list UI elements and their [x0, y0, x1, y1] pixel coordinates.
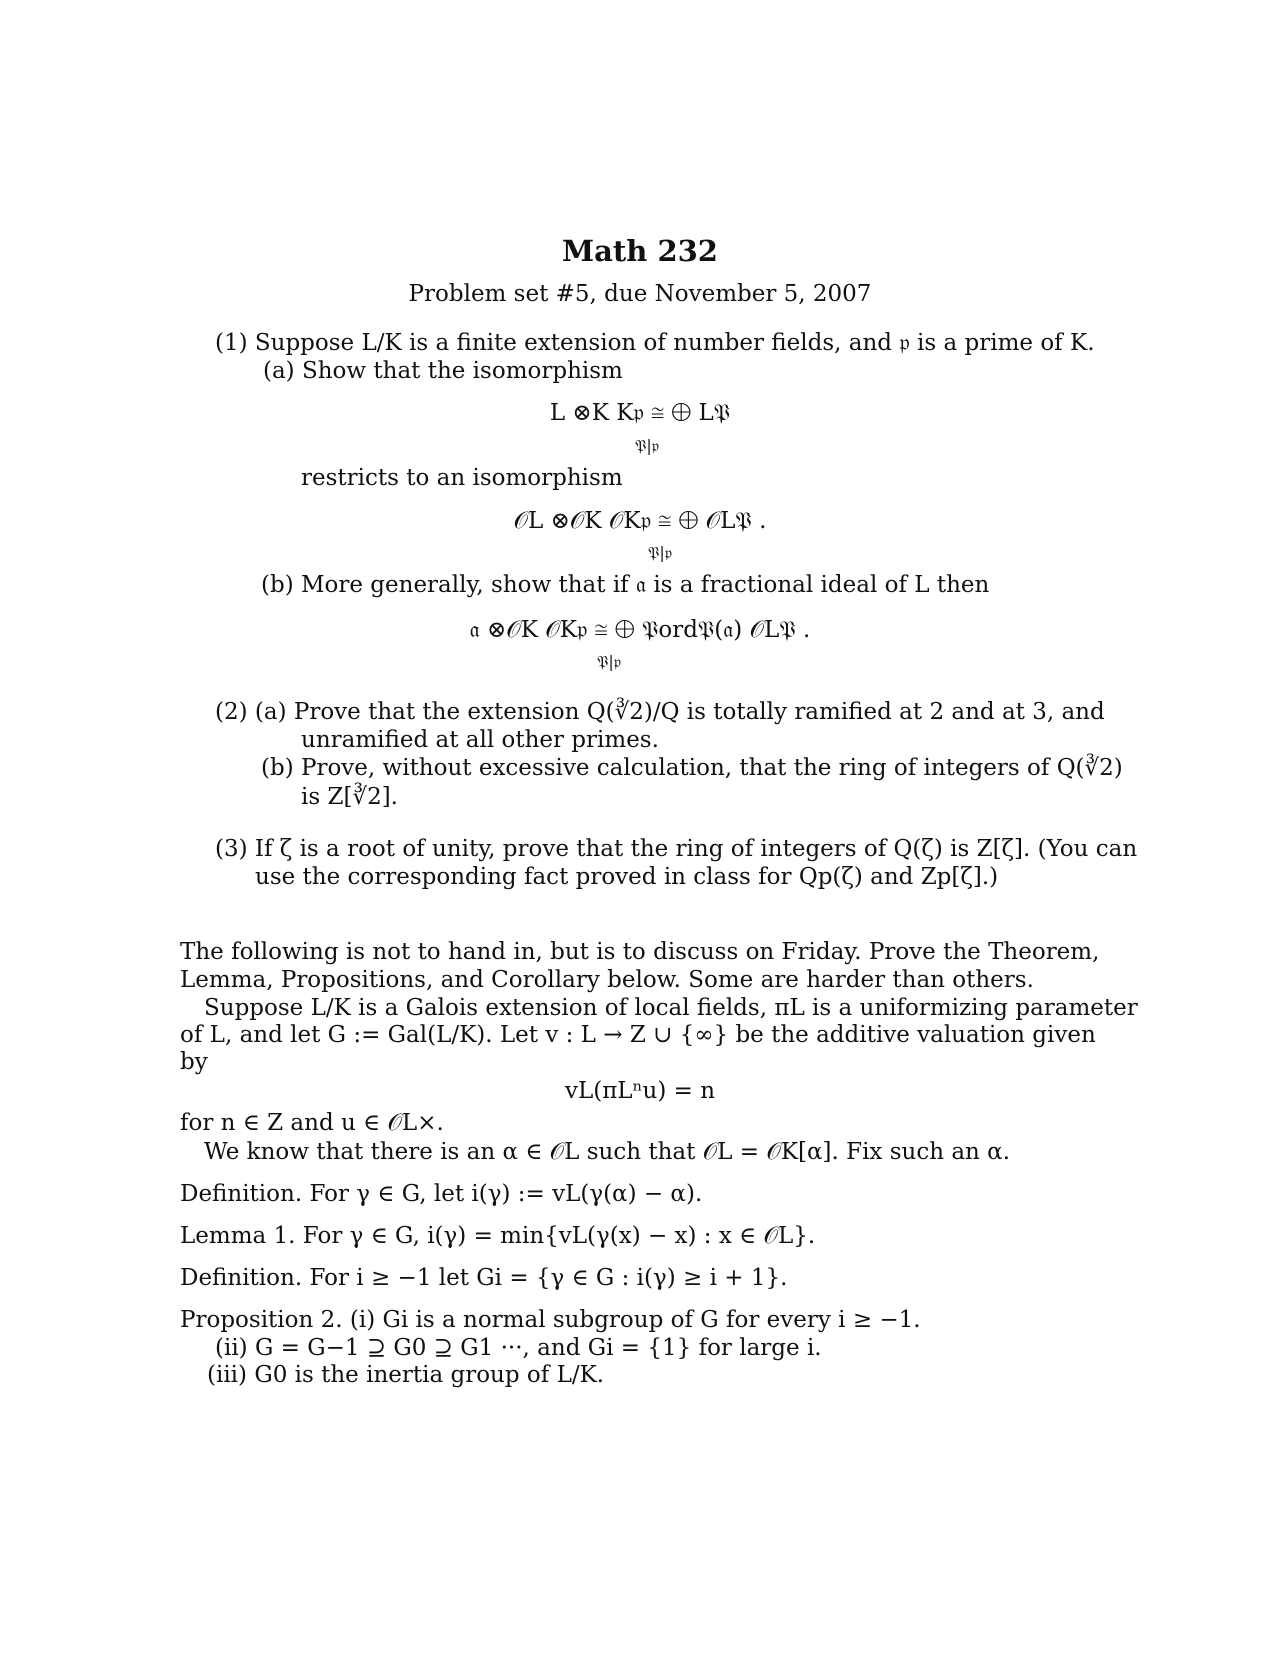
problem-3-line-2: use the corresponding fact proved in class for Qp(ζ) and Zp[ζ].) — [255, 864, 999, 890]
restricts-text: restricts to an isomorphism — [301, 465, 623, 491]
proposition-2-part-i: Proposition 2. (i) Gi is a normal subgroup of G for every i ≥ −1. — [180, 1307, 921, 1333]
definition-1: Definition. For γ ∈ G, let i(γ) := vL(γ(α) − α). — [180, 1181, 703, 1207]
proposition-2-part-ii: (ii) G = G−1 ⊇ G0 ⊇ G1 ···, and Gi = {1} for large i. — [215, 1335, 822, 1361]
problem-2b-line-1: (b) Prove, without excessive calculation, that the ring of integers of Q(∛2) — [261, 755, 1123, 781]
problem-1-intro: (1) Suppose L/K is a finite extension of number fields, and 𝔭 is a prime of K. — [215, 330, 1095, 356]
proposition-2-part-iii: (iii) G0 is the inertia group of L/K. — [207, 1362, 605, 1388]
problem-1a-intro: (a) Show that the isomorphism — [263, 358, 623, 384]
discussion-para-4: We know that there is an α ∈ 𝒪L such that 𝒪L = 𝒪K[α]. Fix such an α. — [204, 1139, 1011, 1165]
lemma-1: Lemma 1. For γ ∈ G, i(γ) = min{vL(γ(x) − x) : x ∈ 𝒪L}. — [180, 1223, 816, 1249]
equation-2-subscript: 𝔓|𝔭 — [648, 543, 673, 562]
equation-3: 𝔞 ⊗𝒪K 𝒪K𝔭 ≅ ⨁ 𝔓ord𝔓(𝔞) 𝒪L𝔓 . — [469, 617, 811, 643]
page-subtitle: Problem set #5, due November 5, 2007 — [408, 281, 872, 307]
valuation-equation: vL(πLⁿu) = n — [564, 1078, 716, 1104]
page-title: Math 232 — [561, 234, 718, 268]
discussion-para-3: for n ∈ Z and u ∈ 𝒪L×. — [180, 1110, 444, 1136]
problem-2b-line-2: is Z[∛2]. — [301, 784, 398, 810]
discussion-para-1-line-1: The following is not to hand in, but is to discuss on Friday. Prove the Theorem, — [180, 939, 1100, 965]
equation-3-subscript: 𝔓|𝔭 — [597, 652, 622, 671]
problem-2a-line-2: unramified at all other primes. — [301, 727, 659, 753]
discussion-para-2-line-3: by — [180, 1049, 208, 1075]
equation-1: L ⊗K K𝔭 ≅ ⨁ L𝔓 — [549, 400, 731, 426]
discussion-para-2-line-2: of L, and let G := Gal(L/K). Let v : L → Z ∪ {∞} be the additive valuation given — [180, 1022, 1096, 1048]
definition-2: Definition. For i ≥ −1 let Gi = {γ ∈ G : i(γ) ≥ i + 1}. — [180, 1265, 788, 1291]
equation-2: 𝒪L ⊗𝒪K 𝒪K𝔭 ≅ ⨁ 𝒪L𝔓 . — [513, 508, 767, 534]
discussion-para-2-line-1: Suppose L/K is a Galois extension of local fields, πL is a uniformizing parameter — [204, 995, 1138, 1021]
equation-1-subscript: 𝔓|𝔭 — [635, 436, 660, 455]
problem-1b-intro: (b) More generally, show that if 𝔞 is a fractional ideal of L then — [261, 572, 990, 598]
problem-3-line-1: (3) If ζ is a root of unity, prove that the ring of integers of Q(ζ) is Z[ζ]. (You can — [215, 836, 1138, 862]
discussion-para-1-line-2: Lemma, Propositions, and Corollary below. Some are harder than others. — [180, 967, 1034, 993]
problem-2a-line-1: (2) (a) Prove that the extension Q(∛2)/Q is totally ramified at 2 and at 3, and — [215, 699, 1105, 725]
